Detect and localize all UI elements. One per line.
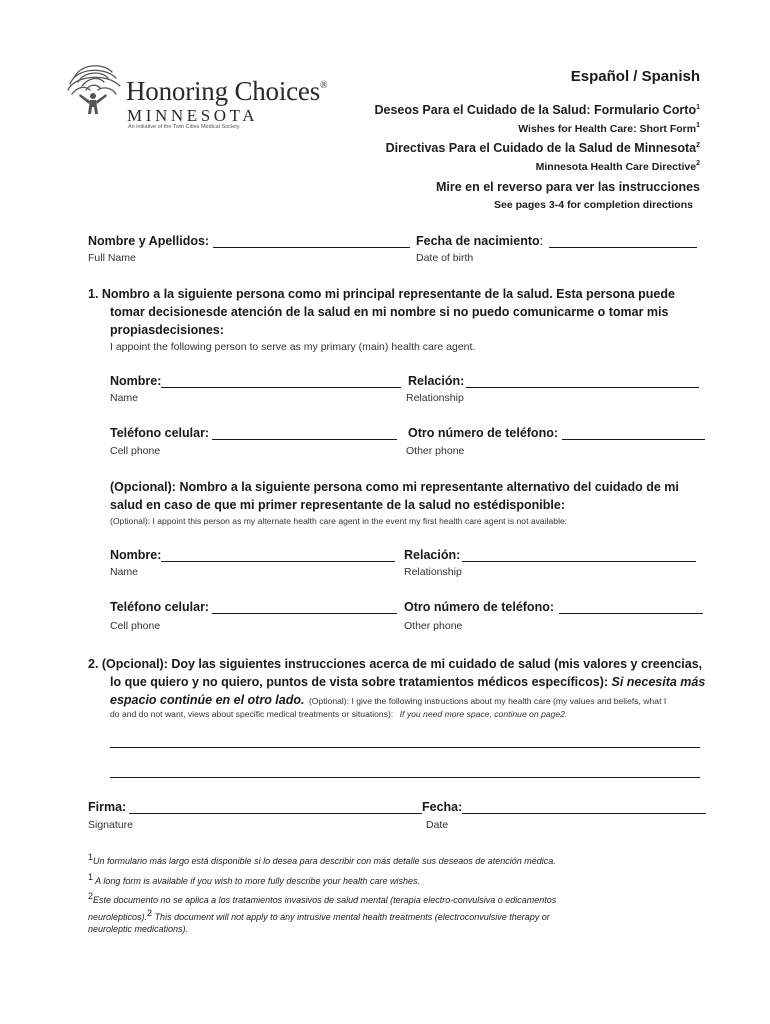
alt-other-phone-sublabel: Other phone [404,620,463,632]
honoring-choices-logo [66,58,366,138]
dob-field[interactable] [549,247,697,248]
full-name-label: Nombre y Apellidos: [88,234,210,248]
dob-label: Fecha de nacimiento: [416,234,544,248]
agent-other-phone-label: Otro número de teléfono: [408,426,558,440]
see-instructions-spanish: Mire en el reverso para ver las instrucciones [435,180,700,194]
logo-tagline: An initiative of the Twin Cities Medical Society. [128,124,241,130]
section1-heading: 1. Nombro a la siguiente persona como mi principal representante de la salud. Esta persona puede tomar decisionesde atención de la salud en mi nombre si no puedo comunicarme o tomar mis propiasdecisiones: [88,287,675,337]
date-label: Fecha: [422,800,463,814]
alt-name-sublabel: Name [110,566,139,578]
agent-cell-field[interactable] [212,439,397,440]
agent-relation-field[interactable] [466,387,699,388]
instructions-line-2[interactable] [110,777,700,778]
alt-other-phone-label: Otro número de teléfono: [404,600,554,614]
logo-state: MINNESOTA [127,106,259,125]
alt-cell-field[interactable] [212,613,397,614]
signature-sublabel: Signature [88,819,133,831]
agent-name-label: Nombre: [110,374,162,388]
agent-relation-label: Relación: [408,374,465,388]
logo-wordmark: Honoring Choices® [126,76,328,106]
alternate-heading: (Opcional): Nombro a la siguiente persona como mi representante alternativo del cuidado de mi salud en caso de que mi primer representante de la salud no estédisponible: [110,480,679,512]
directive-title-spanish: Directivas Para el Cuidado de la Salud de Minnesota$^2$ [385,141,700,155]
agent-other-phone-field[interactable] [562,439,705,440]
footnote-1-spanish: $^1$Un formulario más largo está disponible si lo desea para describir con más detalle sus deseaos de atención médica. [88,852,556,866]
form-title-spanish: Deseos Para el Cuidado de la Salud: Formulario Corto$^1$ [374,103,700,117]
alt-cell-label: Teléfono celular: [110,600,210,614]
language-label: Español / Spanish [570,68,700,85]
agent-cell-label: Teléfono celular: [110,426,210,440]
section1-english: I appoint the following person to serve as my primary (main) health care agent. [110,341,476,353]
full-name-field[interactable] [213,247,410,248]
alt-relation-label: Relación: [404,548,461,562]
instructions-line-1[interactable] [110,747,700,748]
see-instructions-english: See pages 3-4 for completion directions [494,199,693,211]
footnote-2-spanish: $^2$Este documento no se aplica a los tratamientos invasivos de salud mental (terapia electro-convulsiva o edicamentos [88,891,557,905]
footnote-1-english: $^1$ A long form is available if you wish to more fully describe your health care wishes. [88,872,420,886]
signature-field[interactable] [129,813,422,814]
date-sublabel: Date [426,819,449,831]
date-field[interactable] [462,813,706,814]
agent-cell-sublabel: Cell phone [110,445,161,457]
footnote-2-english: neurolépticos).$^2$ This document will not apply to any intrusive mental health treatments (electroconvulsive therapy or [88,908,550,922]
alt-relation-field[interactable] [462,561,696,562]
agent-other-phone-sublabel: Other phone [406,445,465,457]
alt-other-phone-field[interactable] [559,613,703,614]
signature-label: Firma: [88,800,127,814]
section2-english-cont: do and do not want, views about specific medical treatments or situations): If you need more space, continue on page2. [110,709,568,719]
dob-sublabel: Date of birth [416,252,474,264]
alt-relation-sublabel: Relationship [404,566,462,578]
section2-heading: 2. (Opcional): Doy las siguientes instrucciones acerca de mi cuidado de salud (mis valores y creencias, lo que quiero y no quiero, puntos de vista sobre tratamientos médicos específicos): Si necesita más [88,657,706,689]
agent-name-field[interactable] [161,387,401,388]
alt-cell-sublabel: Cell phone [110,620,161,632]
alt-name-label: Nombre: [110,548,162,562]
swirl-person-icon [66,60,122,124]
alternate-english: (Optional): I appoint this person as my alternate health care agent in the event my first health care agent is not available: [110,516,568,526]
form-title-english: Wishes for Health Care: Short Form$^1$ [518,122,700,135]
agent-name-sublabel: Name [110,392,139,404]
directive-title-english: Minnesota Health Care Directive$^2$ [535,160,700,173]
alt-name-field[interactable] [161,561,395,562]
full-name-sublabel: Full Name [88,252,136,264]
section2-line3: espacio continúe en el otro lado. (Optional): I give the following instructions about my health care (my values and beliefs, what I [110,693,667,707]
agent-relation-sublabel: Relationship [406,392,464,404]
footnote-2-english-cont: neuroleptic medications). [88,924,189,934]
